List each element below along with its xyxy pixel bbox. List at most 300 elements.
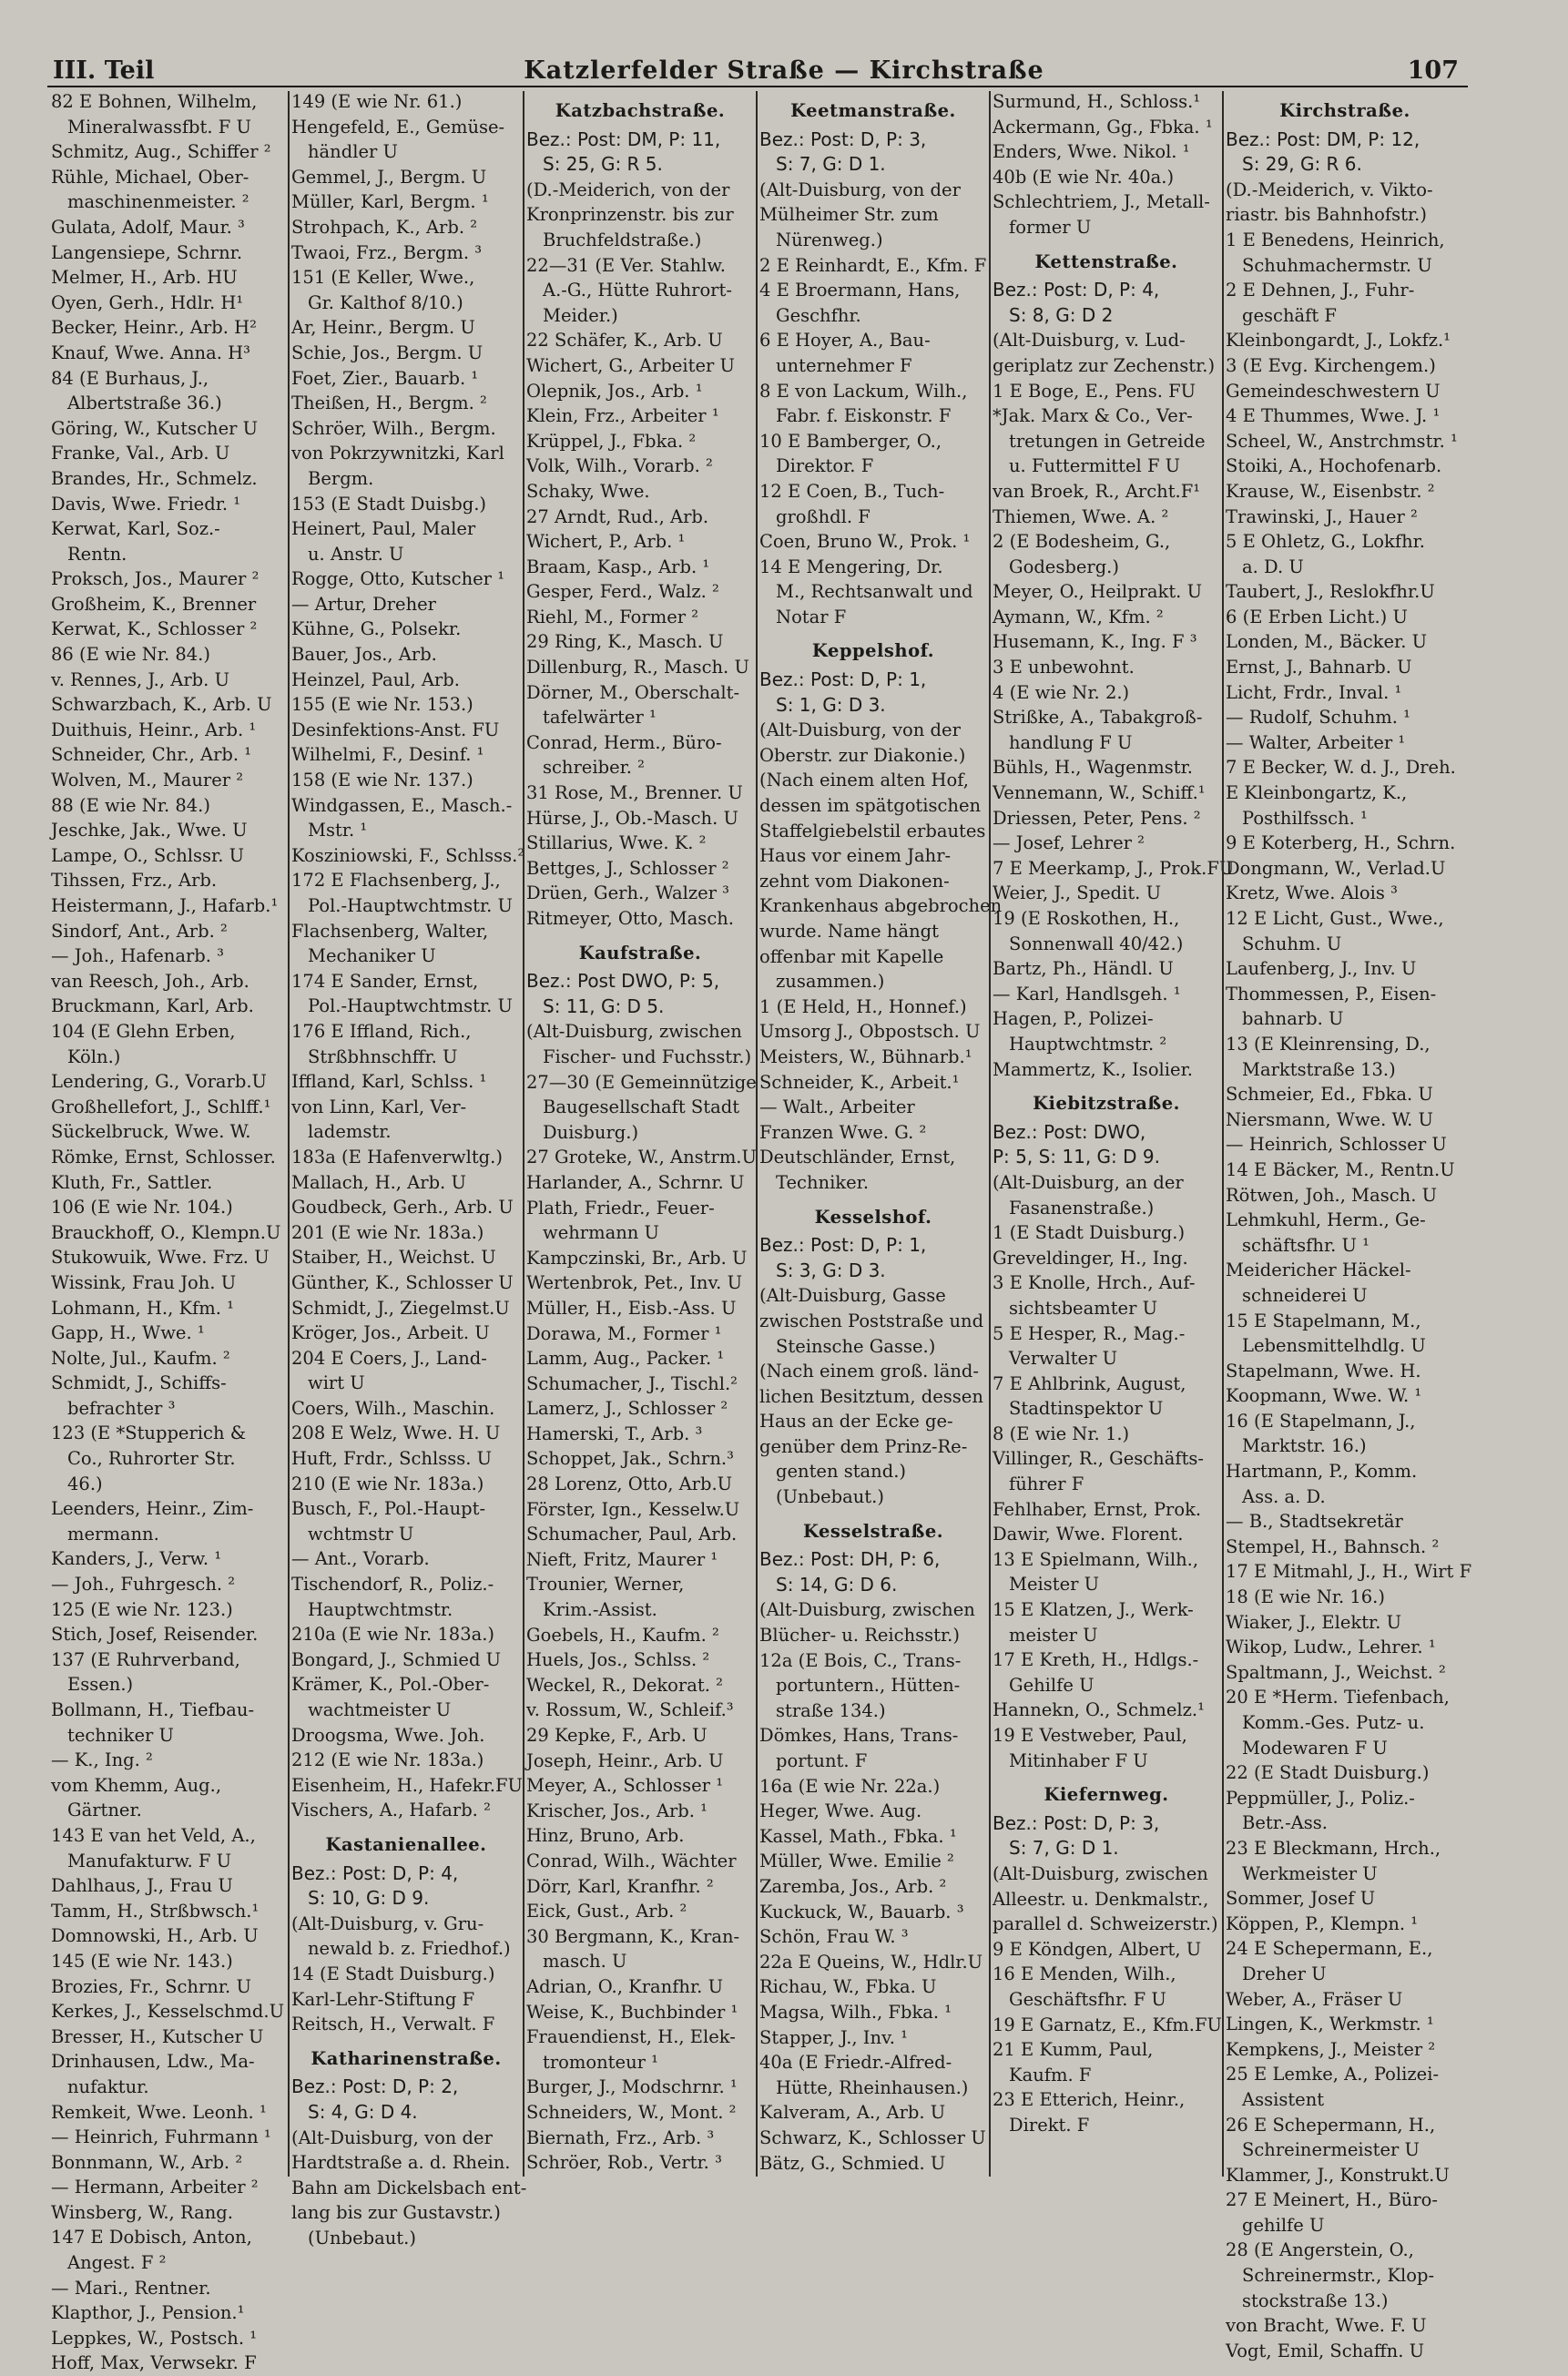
entry-line: Knauf, Wwe. Anna. H³	[51, 342, 250, 363]
entry-line: Bahn am Dickelsbach ent-	[291, 2177, 527, 2198]
entry-line: Krämer, K., Pol.-Ober-	[291, 1674, 490, 1696]
entry-line: Schröer, Rob., Vertr. ³	[526, 2152, 722, 2174]
entry-line: 1 E Boge, E., Pens. FU	[993, 380, 1196, 402]
entry-line: stockstraße 13.)	[1242, 2289, 1389, 2311]
entry-line: Tihssen, Frz., Arb.	[51, 870, 218, 892]
entry-line: Dreher U	[1242, 1963, 1327, 1984]
entry-line: Bruchfeldstraße.)	[543, 229, 702, 250]
entry-line: 123 (E *Stupperich &	[51, 1423, 247, 1444]
entry-line: 16 (E Stapelmann, J.,	[1226, 1410, 1416, 1432]
entry-line: 86 (E wie Nr. 84.)	[51, 644, 210, 666]
entry-line: 22 (E Stadt Duisburg.)	[1226, 1762, 1430, 1784]
entry-line: Leenders, Heinr., Zim-	[51, 1498, 254, 1520]
entry-line: Nolte, Jul., Kaufm. ²	[51, 1347, 230, 1369]
entry-line: Duithuis, Heinr., Arb. ¹	[51, 719, 257, 740]
entry-line: Strißke, A., Tabakgroß-	[993, 707, 1203, 729]
entry-line: Fehlhaber, Ernst, Prok.	[993, 1498, 1202, 1520]
entry-line: 155 (E wie Nr. 153.)	[291, 694, 473, 716]
street-heading: Kiebitzstraße.	[1033, 1093, 1180, 1115]
entry-line: Driessen, Peter, Pens. ²	[993, 807, 1201, 829]
entry-line: newald b. z. Friedhof.)	[308, 1938, 511, 1960]
entry-line: Sückelbruck, Wwe. W.	[51, 1121, 251, 1143]
entry-line: Gehilfe U	[1009, 1674, 1095, 1696]
entry-line: 183a (E Hafenverwltg.)	[291, 1146, 503, 1168]
column-divider	[523, 91, 524, 2177]
entry-line: sichtsbeamter U	[1009, 1297, 1158, 1319]
entry-line: Huft, Frdr., Schlsss. U	[291, 1448, 493, 1470]
district-line: Bez.: Post DWO, P: 5,	[526, 970, 720, 993]
entry-line: Weier, J., Spedit. U	[993, 882, 1162, 904]
entry-line: Godesberg.)	[1009, 556, 1119, 577]
entry-line: Krim.-Assist.	[543, 1599, 657, 1621]
entry-line: Kerwat, K., Schlosser ²	[51, 618, 258, 640]
entry-line: 29 Kepke, F., Arb. U	[526, 1725, 708, 1746]
entry-line: Hagen, P., Polizei-	[993, 1008, 1154, 1030]
entry-line: v. Rossum, W., Schleif.³	[526, 1699, 734, 1721]
entry-line: Großhellefort, J., Schlff.¹	[51, 1096, 271, 1117]
entry-line: 2 (E Bodesheim, G.,	[993, 531, 1171, 553]
entry-line: 27 Arndt, Rud., Arb.	[526, 505, 709, 527]
entry-line: Umsorg J., Obpostsch. U	[759, 1021, 981, 1043]
entry-line: Lamerz, J., Schlosser ²	[526, 1398, 728, 1420]
entry-line: Hoff, Max, Verwsekr. F	[51, 2352, 257, 2374]
entry-line: Theißen, H., Bergm. ²	[291, 393, 487, 414]
entry-line: Lamm, Aug., Packer. ¹	[526, 1348, 725, 1370]
entry-line: 27 Groteke, W., Anstrm.U	[526, 1147, 757, 1168]
entry-line: (Nach einem alten Hof,	[759, 770, 970, 791]
entry-line: 176 E Iffland, Rich.,	[291, 1020, 472, 1042]
district-line: S: 11, G: D 5.	[543, 994, 665, 1017]
entry-line: großhdl. F	[776, 505, 871, 527]
entry-line: Lendering, G., Vorarb.U	[51, 1071, 267, 1093]
entry-line: (Unbebaut.)	[776, 1486, 884, 1508]
entry-line: Plath, Friedr., Feuer-	[526, 1197, 715, 1219]
entry-line: 13 E Spielmann, Wilh.,	[993, 1548, 1199, 1570]
entry-line: Harlander, A., Schrnr. U	[526, 1171, 745, 1193]
entry-line: Schreinermeister U	[1242, 2139, 1420, 2161]
entry-line: Meider.)	[543, 304, 618, 326]
entry-line: former U	[1009, 216, 1092, 238]
entry-line: Drinhausen, Ldw., Ma-	[51, 2051, 255, 2073]
entry-line: Notar F	[776, 606, 847, 627]
district-line: Bez.: Post: D, P: 3,	[993, 1811, 1160, 1834]
entry-line: 8 E von Lackum, Wilh.,	[759, 380, 968, 402]
entry-line: van Reesch, Joh., Arb.	[51, 970, 249, 992]
column-divider	[288, 91, 290, 2177]
entry-line: Oberstr. zur Diakonie.)	[759, 744, 966, 766]
street-heading: Katharinenstraße.	[311, 2047, 502, 2069]
entry-line: Greveldinger, H., Ing.	[993, 1247, 1188, 1269]
entry-line: Förster, Ign., Kesselw.U	[526, 1498, 740, 1520]
entry-line: Ritmeyer, Otto, Masch.	[526, 908, 734, 929]
entry-line: Zaremba, Jos., Arb. ²	[759, 1875, 947, 1897]
entry-line: masch. U	[543, 1951, 627, 1973]
entry-line: Trawinski, J., Hauer ²	[1226, 505, 1418, 527]
entry-line: Stempel, H., Bahnsch. ²	[1226, 1535, 1440, 1557]
entry-line: Duisburg.)	[543, 1121, 639, 1143]
entry-line: Tamm, H., Strßbwsch.¹	[51, 1900, 260, 1922]
entry-line: Fischer- und Fuchsstr.)	[543, 1045, 752, 1067]
entry-line: 22a E Queins, W., Hdlr.U	[759, 1951, 983, 1973]
entry-line: Meyer, O., Heilprakt. U	[993, 581, 1203, 603]
entry-line: Betr.-Ass.	[1242, 1812, 1328, 1834]
entry-line: von Linn, Karl, Ver-	[291, 1096, 467, 1117]
entry-line: Bresser, H., Kutscher U	[51, 2025, 264, 2047]
entry-line: Hinz, Bruno, Arb.	[526, 1825, 685, 1847]
entry-line: 19 E Garnatz, E., Kfm.FU	[993, 2014, 1222, 2035]
entry-line: Magsa, Wilh., Fbka. ¹	[759, 2001, 952, 2023]
district-line: S: 10, G: D 9.	[308, 1887, 430, 1910]
entry-line: Bettges, J., Schlosser ²	[526, 857, 729, 879]
entry-line: Wolven, M., Maurer ²	[51, 770, 244, 791]
entry-line: 22—31 (E Ver. Stahlw.	[526, 254, 726, 276]
entry-line: Heinert, Paul, Maler	[291, 518, 476, 540]
entry-line: Vogt, Emil, Schaffn. U	[1226, 2340, 1425, 2361]
entry-line: — Walter, Arbeiter ¹	[1226, 731, 1406, 753]
entry-line: Hamerski, T., Arb. ³	[526, 1423, 703, 1444]
entry-line: 23 E Bleckmann, Hrch.,	[1226, 1837, 1441, 1859]
entry-line: Dawir, Wwe. Florent.	[993, 1524, 1184, 1545]
entry-line: 158 (E wie Nr. 137.)	[291, 770, 473, 791]
district-line: Bez.: Post: D, P: 2,	[291, 2075, 459, 2098]
entry-line: zwischen Poststraße und	[759, 1310, 984, 1331]
entry-line: — Heinrich, Schlosser U	[1226, 1134, 1447, 1156]
entry-line: Wikop, Ludw., Lehrer. ¹	[1226, 1637, 1436, 1658]
entry-line: Mineralwassfbt. F U	[67, 116, 251, 138]
entry-line: Sommer, Josef U	[1226, 1888, 1376, 1910]
street-heading: Kiefernweg.	[1044, 1784, 1169, 1806]
entry-line: Wichert, G., Arbeiter U	[526, 354, 735, 376]
entry-line: 8 (E wie Nr. 1.)	[993, 1423, 1130, 1444]
entry-line: v. Rennes, J., Arb. U	[51, 668, 229, 690]
entry-line: von Bracht, Wwe. F. U	[1226, 2315, 1427, 2337]
entry-line: lichen Besitztum, dessen	[759, 1385, 983, 1407]
entry-line: Mitinhaber F U	[1009, 1749, 1148, 1771]
entry-line: Kempkens, J., Meister ²	[1226, 2038, 1436, 2060]
entry-line: Kerwat, Karl, Soz.-	[51, 518, 220, 540]
entry-line: Wertenbrok, Pet., Inv. U	[526, 1272, 743, 1294]
entry-line: schäftsfhr. U ¹	[1242, 1234, 1369, 1256]
entry-line: Kassel, Math., Fbka. ¹	[759, 1825, 957, 1847]
entry-line: 149 (E wie Nr. 61.)	[291, 91, 463, 112]
entry-line: *Jak. Marx & Co., Ver-	[993, 405, 1193, 427]
entry-line: Schmidt, J., Ziegelmst.U	[291, 1297, 510, 1319]
entry-line: Melmer, H., Arb. HU	[51, 267, 238, 289]
entry-line: mermann.	[67, 1523, 159, 1545]
entry-line: Stillarius, Wwe. K. ²	[526, 832, 707, 854]
column-divider	[756, 91, 758, 2177]
entry-line: Brauckhoff, O., Klempn.U	[51, 1221, 281, 1243]
entry-line: 14 E Mengering, Dr.	[759, 556, 943, 577]
district-line: S: 25, G: R 5.	[543, 153, 663, 176]
entry-line: Gr. Kalthof 8/10.)	[308, 291, 463, 313]
entry-line: Heger, Wwe. Aug.	[759, 1800, 922, 1822]
entry-line: Rogge, Otto, Kutscher ¹	[291, 568, 505, 590]
entry-line: Kampczinski, Br., Arb. U	[526, 1247, 748, 1269]
entry-line: führer F	[1009, 1474, 1084, 1495]
entry-line: Mammertz, K., Isolier.	[993, 1058, 1193, 1080]
entry-line: Peppmüller, J., Poliz.-	[1226, 1787, 1415, 1809]
entry-line: Riehl, M., Former ²	[526, 606, 699, 627]
entry-line: Krankenhaus abgebrochen	[759, 895, 1003, 917]
entry-line: M., Rechtsanwalt und	[776, 581, 973, 603]
entry-line: Rühle, Michael, Ober-	[51, 166, 249, 188]
entry-line: Schreinermstr., Klop-	[1242, 2265, 1435, 2287]
entry-line: (Alt-Duisburg, von der	[759, 178, 961, 200]
entry-line: 6 E Hoyer, A., Bau-	[759, 330, 931, 352]
entry-line: Stoiki, A., Hochofenarb.	[1226, 455, 1442, 477]
entry-line: Schmitz, Aug., Schiffer ²	[51, 141, 271, 163]
entry-line: Kleinbongardt, J., Lokfz.¹	[1226, 330, 1451, 352]
entry-line: — Joh., Hafenarb. ³	[51, 945, 225, 967]
entry-line: Reitsch, H., Verwalt. F	[291, 2014, 495, 2035]
entry-line: Schumacher, Paul, Arb.	[526, 1524, 738, 1545]
entry-line: Dorawa, M., Former ¹	[526, 1322, 722, 1344]
entry-line: (Nach einem groß. länd-	[759, 1361, 979, 1382]
entry-line: genüber dem Prinz-Re-	[759, 1435, 968, 1457]
entry-line: Krüppel, J., Fbka. ²	[526, 430, 697, 452]
entry-line: geschäft F	[1242, 304, 1337, 326]
district-line: Bez.: Post: D, P: 4,	[993, 279, 1160, 301]
entry-line: 4 (E wie Nr. 2.)	[993, 681, 1130, 703]
entry-line: Fabr. f. Eiskonstr. F	[776, 405, 952, 427]
entry-line: 153 (E Stadt Duisbg.)	[291, 493, 487, 515]
entry-line: wachtmeister U	[308, 1699, 452, 1720]
entry-line: Gärtner.	[67, 1800, 142, 1821]
entry-line: Schröer, Wilh., Bergm.	[291, 417, 496, 439]
district-line: Bez.: Post: D, P: 1,	[759, 1234, 927, 1257]
entry-line: Burger, J., Modschrnr. ¹	[526, 2076, 738, 2098]
entry-line: Schneider, Chr., Arb. ¹	[51, 744, 252, 766]
entry-line: unternehmer F	[776, 354, 912, 376]
district-line: Bez.: Post: D, P: 3,	[759, 127, 927, 150]
entry-line: 125 (E wie Nr. 123.)	[51, 1598, 233, 1620]
entry-line: Karl-Lehr-Stiftung F	[291, 1988, 475, 2010]
entry-line: Schneiders, W., Mont. ²	[526, 2101, 737, 2123]
entry-line: Mallach, H., Arb. U	[291, 1171, 466, 1193]
entry-line: 17 E Mitmahl, J., H., Wirt F	[1226, 1561, 1472, 1583]
entry-line: Coen, Bruno W., Prok. ¹	[759, 531, 971, 553]
entry-line: Bätz, G., Schmied. U	[759, 2152, 946, 2174]
entry-line: 9 E Köndgen, Albert, U	[993, 1938, 1202, 1960]
entry-line: Bollmann, H., Tiefbau-	[51, 1699, 255, 1720]
district-line: S: 8, G: D 2	[1009, 303, 1114, 326]
entry-line: Lingen, K., Werkmstr. ¹	[1226, 2014, 1434, 2035]
entry-line: Großheim, K., Brenner	[51, 593, 257, 615]
entry-line: 14 E Bäcker, M., Rentn.U	[1226, 1158, 1455, 1180]
entry-line: 19 (E Roskothen, H.,	[993, 908, 1180, 929]
entry-line: 15 E Klatzen, J., Werk-	[993, 1599, 1194, 1621]
entry-line: Langensiepe, Schrnr.	[51, 241, 243, 263]
entry-line: Kröger, Jos., Arbeit. U	[291, 1322, 490, 1344]
entry-line: 16a (E wie Nr. 22a.)	[759, 1775, 941, 1797]
entry-line: Nieft, Fritz, Maurer ¹	[526, 1548, 718, 1570]
entry-line: Schmeier, Ed., Fbka. U	[1226, 1084, 1433, 1106]
entry-line: Spaltmann, J., Weichst. ²	[1226, 1661, 1446, 1683]
entry-line: 28 Lorenz, Otto, Arb.U	[526, 1474, 733, 1495]
entry-line: (Alt-Duisburg, von der	[291, 2126, 493, 2148]
entry-line: Iffland, Karl, Schlss. ¹	[291, 1071, 487, 1093]
entry-line: Marktstraße 13.)	[1242, 1058, 1396, 1080]
entry-line: 40b (E wie Nr. 40a.)	[993, 166, 1175, 188]
entry-line: 27—30 (E Gemeinnützige	[526, 1071, 757, 1093]
entry-line: Schwarzbach, K., Arb. U	[51, 694, 272, 716]
entry-line: (Unbebaut.)	[308, 2227, 416, 2249]
running-head: Katzlerfelder Straße — Kirchstraße	[524, 56, 1044, 85]
entry-line: Domnowski, H., Arb. U	[51, 1925, 259, 1947]
street-heading: Kirchstraße.	[1279, 100, 1410, 121]
entry-line: tafelwärter ¹	[543, 707, 657, 729]
part-label: III. Teil	[53, 56, 155, 85]
column-6	[1226, 89, 1472, 2361]
entry-line: (D.-Meiderich, von der	[526, 178, 730, 200]
entry-line: Stadtinspektor U	[1009, 1398, 1164, 1420]
entry-line: 201 (E wie Nr. 183a.)	[291, 1221, 484, 1243]
entry-line: Lebensmittelhdlg. U	[1242, 1335, 1426, 1357]
entry-line: 13 (E Kleinrensing, D.,	[1226, 1033, 1431, 1055]
entry-line: 143 E van het Veld, A.,	[51, 1824, 256, 1846]
entry-line: riastr. bis Bahnhofstr.)	[1226, 204, 1427, 226]
street-heading: Kesselshof.	[814, 1206, 932, 1228]
entry-line: meister U	[1009, 1624, 1098, 1646]
entry-line: techniker U	[67, 1724, 174, 1746]
entry-line: Pol.-Hauptwchtmstr. U	[308, 995, 513, 1017]
entry-line: Schlechtriem, J., Metall-	[993, 191, 1210, 213]
entry-line: Goudbeck, Gerh., Arb. U	[291, 1197, 514, 1219]
entry-line: Pol.-Hauptwchtmstr. U	[308, 895, 513, 916]
entry-line: Bongard, J., Schmied U	[291, 1648, 502, 1670]
entry-line: Schmidt, J., Schiffs-	[51, 1372, 227, 1394]
entry-line: Hauptwchtmstr. ²	[1009, 1033, 1167, 1055]
entry-line: Rentn.	[67, 543, 127, 565]
entry-line: Oyen, Gerh., Hdlr. H¹	[51, 291, 244, 313]
district-line: Bez.: Post: DH, P: 6,	[759, 1548, 941, 1571]
entry-line: 3 E unbewohnt.	[993, 657, 1135, 678]
street-heading: Keetmanstraße.	[790, 100, 956, 121]
entry-line: — Heinrich, Fuhrmann ¹	[51, 2126, 271, 2148]
entry-line: a. D. U	[1242, 556, 1304, 577]
entry-line: Drüen, Gerh., Walzer ³	[526, 882, 729, 904]
entry-line: Remkeit, Wwe. Leonh. ¹	[51, 2101, 267, 2123]
entry-line: 26 E Schepermann, H.,	[1226, 2114, 1436, 2136]
entry-line: Klein, Frz., Arbeiter ¹	[526, 405, 719, 427]
entry-line: Volk, Wilh., Vorarb. ²	[526, 455, 713, 477]
entry-line: Strßbhnschffr. U	[308, 1045, 458, 1067]
entry-line: Davis, Wwe. Friedr. ¹	[51, 493, 241, 515]
entry-line: 18 (E wie Nr. 16.)	[1226, 1586, 1385, 1608]
entry-line: Lehmkuhl, Herm., Ge-	[1226, 1209, 1426, 1231]
entry-line: Kanders, J., Verw. ¹	[51, 1548, 222, 1570]
entry-line: Blücher- u. Reichsstr.)	[759, 1625, 960, 1647]
entry-line: 1 (E Stadt Duisburg.)	[993, 1222, 1186, 1244]
entry-line: 31 Rose, M., Brenner. U	[526, 782, 743, 804]
entry-line: Geschfhr.	[776, 304, 861, 326]
entry-line: Kronprinzenstr. bis zur	[526, 204, 734, 226]
column-4	[759, 89, 1003, 2180]
entry-line: Stukowuik, Wwe. Frz. U	[51, 1247, 270, 1269]
entry-line: lademstr.	[308, 1121, 392, 1143]
entry-line: 12 E Licht, Gust., Wwe.,	[1226, 908, 1444, 929]
entry-line: Winsberg, W., Rang.	[51, 2201, 233, 2223]
street-heading: Keppelshof.	[811, 640, 935, 662]
entry-line: 208 E Welz, Wwe. H. U	[291, 1423, 501, 1444]
entry-line: zehnt vom Diakonen-	[759, 870, 950, 892]
entry-line: 40a (E Friedr.-Alfred-	[759, 2052, 952, 2074]
entry-line: 88 (E wie Nr. 84.)	[51, 794, 210, 816]
entry-line: (Alt-Duisburg, zwischen	[993, 1862, 1208, 1884]
street-heading: Kesselstraße.	[802, 1520, 944, 1542]
entry-line: Staiber, H., Weichst. U	[291, 1247, 496, 1269]
entry-line: Weise, K., Buchbinder ¹	[526, 2001, 738, 2023]
entry-line: (Alt-Duisburg, zwischen	[526, 1021, 742, 1043]
entry-line: Hannekn, O., Schmelz.¹	[993, 1699, 1205, 1721]
entry-line: van Broek, R., Archt.F¹	[993, 480, 1201, 502]
entry-line: wirt U	[308, 1372, 365, 1394]
entry-line: 7 E Becker, W. d. J., Dreh.	[1226, 757, 1456, 779]
entry-line: genten stand.)	[776, 1461, 907, 1483]
entry-line: Kerkes, J., Kesselschmd.U	[51, 2001, 285, 2023]
entry-line: Kaufm. F	[1009, 2064, 1092, 2085]
entry-line: Brandes, Hr., Schmelz.	[51, 467, 258, 489]
entry-line: Römke, Ernst, Schlosser.	[51, 1146, 276, 1168]
entry-line: Husemann, K., Ing. F ³	[993, 631, 1197, 653]
entry-line: 147 E Dobisch, Anton,	[51, 2227, 252, 2249]
entry-line: Haus vor einem Jahr-	[759, 845, 952, 867]
entry-line: Schaky, Wwe.	[526, 480, 650, 502]
district-line: S: 29, G: R 6.	[1242, 153, 1362, 176]
entry-line: bahnarb. U	[1242, 1008, 1344, 1030]
entry-line: Co., Ruhrorter Str.	[67, 1448, 236, 1470]
entry-line: Gesper, Ferd., Walz. ²	[526, 581, 719, 603]
entry-line: Assistent	[1242, 2088, 1325, 2110]
district-line: Bez.: Post: DM, P: 12,	[1226, 127, 1420, 150]
column-1	[51, 89, 286, 2374]
entry-line: Ass. a. D.	[1242, 1485, 1326, 1507]
entry-line: 210a (E wie Nr. 183a.)	[291, 1624, 495, 1646]
entry-line: (Alt-Duisburg, an der	[993, 1171, 1184, 1193]
entry-line: 16 E Menden, Wilh.,	[993, 1963, 1176, 1985]
entry-line: Stapelmann, Wwe. H.	[1226, 1360, 1421, 1382]
entry-line: wchtmstr U	[308, 1523, 414, 1545]
entry-line: 12 E Coen, B., Tuch-	[759, 480, 945, 502]
entry-line: 212 (E wie Nr. 183a.)	[291, 1749, 484, 1771]
entry-line: (Alt-Duisburg, v. Gru-	[291, 1912, 484, 1934]
entry-line: 30 Bergmann, K., Kran-	[526, 1925, 740, 1947]
entry-line: Modewaren F U	[1242, 1737, 1388, 1759]
entry-line: gehilfe U	[1242, 2214, 1325, 2236]
entry-line: 4 E Broermann, Hans,	[759, 280, 961, 301]
entry-line: Olepnik, Jos., Arb. ¹	[526, 380, 703, 402]
entry-line: Weckel, R., Dekorat. ²	[526, 1674, 723, 1696]
entry-line: Geschäftsfhr. F U	[1009, 1988, 1166, 2010]
entry-line: Staffelgiebelstil erbautes	[759, 820, 986, 841]
entry-line: Techniker.	[776, 1171, 870, 1193]
entry-line: Kosziniowski, F., Schlsss.²	[291, 844, 525, 866]
entry-line: Kalveram, A., Arb. U	[759, 2102, 946, 2124]
district-line: S: 7, G: D 1.	[1009, 1837, 1119, 1860]
entry-line: lang bis zur Gustavstr.)	[291, 2202, 501, 2224]
entry-line: Vischers, A., Hafarb. ²	[291, 1800, 491, 1821]
entry-line: Franzen Wwe. G. ²	[759, 1121, 927, 1143]
entry-line: Müller, H., Eisb.-Ass. U	[526, 1297, 737, 1319]
entry-line: Günther, K., Schlosser U	[291, 1271, 514, 1293]
column-3	[526, 89, 757, 2180]
entry-line: Dillenburg, R., Masch. U	[526, 657, 749, 678]
entry-line: befrachter ³	[67, 1397, 176, 1419]
entry-line: Taubert, J., Reslokfhr.U	[1226, 581, 1435, 603]
entry-line: Sonnenwall 40/42.)	[1009, 933, 1184, 954]
entry-line: u. Futtermittel F U	[1009, 455, 1181, 477]
